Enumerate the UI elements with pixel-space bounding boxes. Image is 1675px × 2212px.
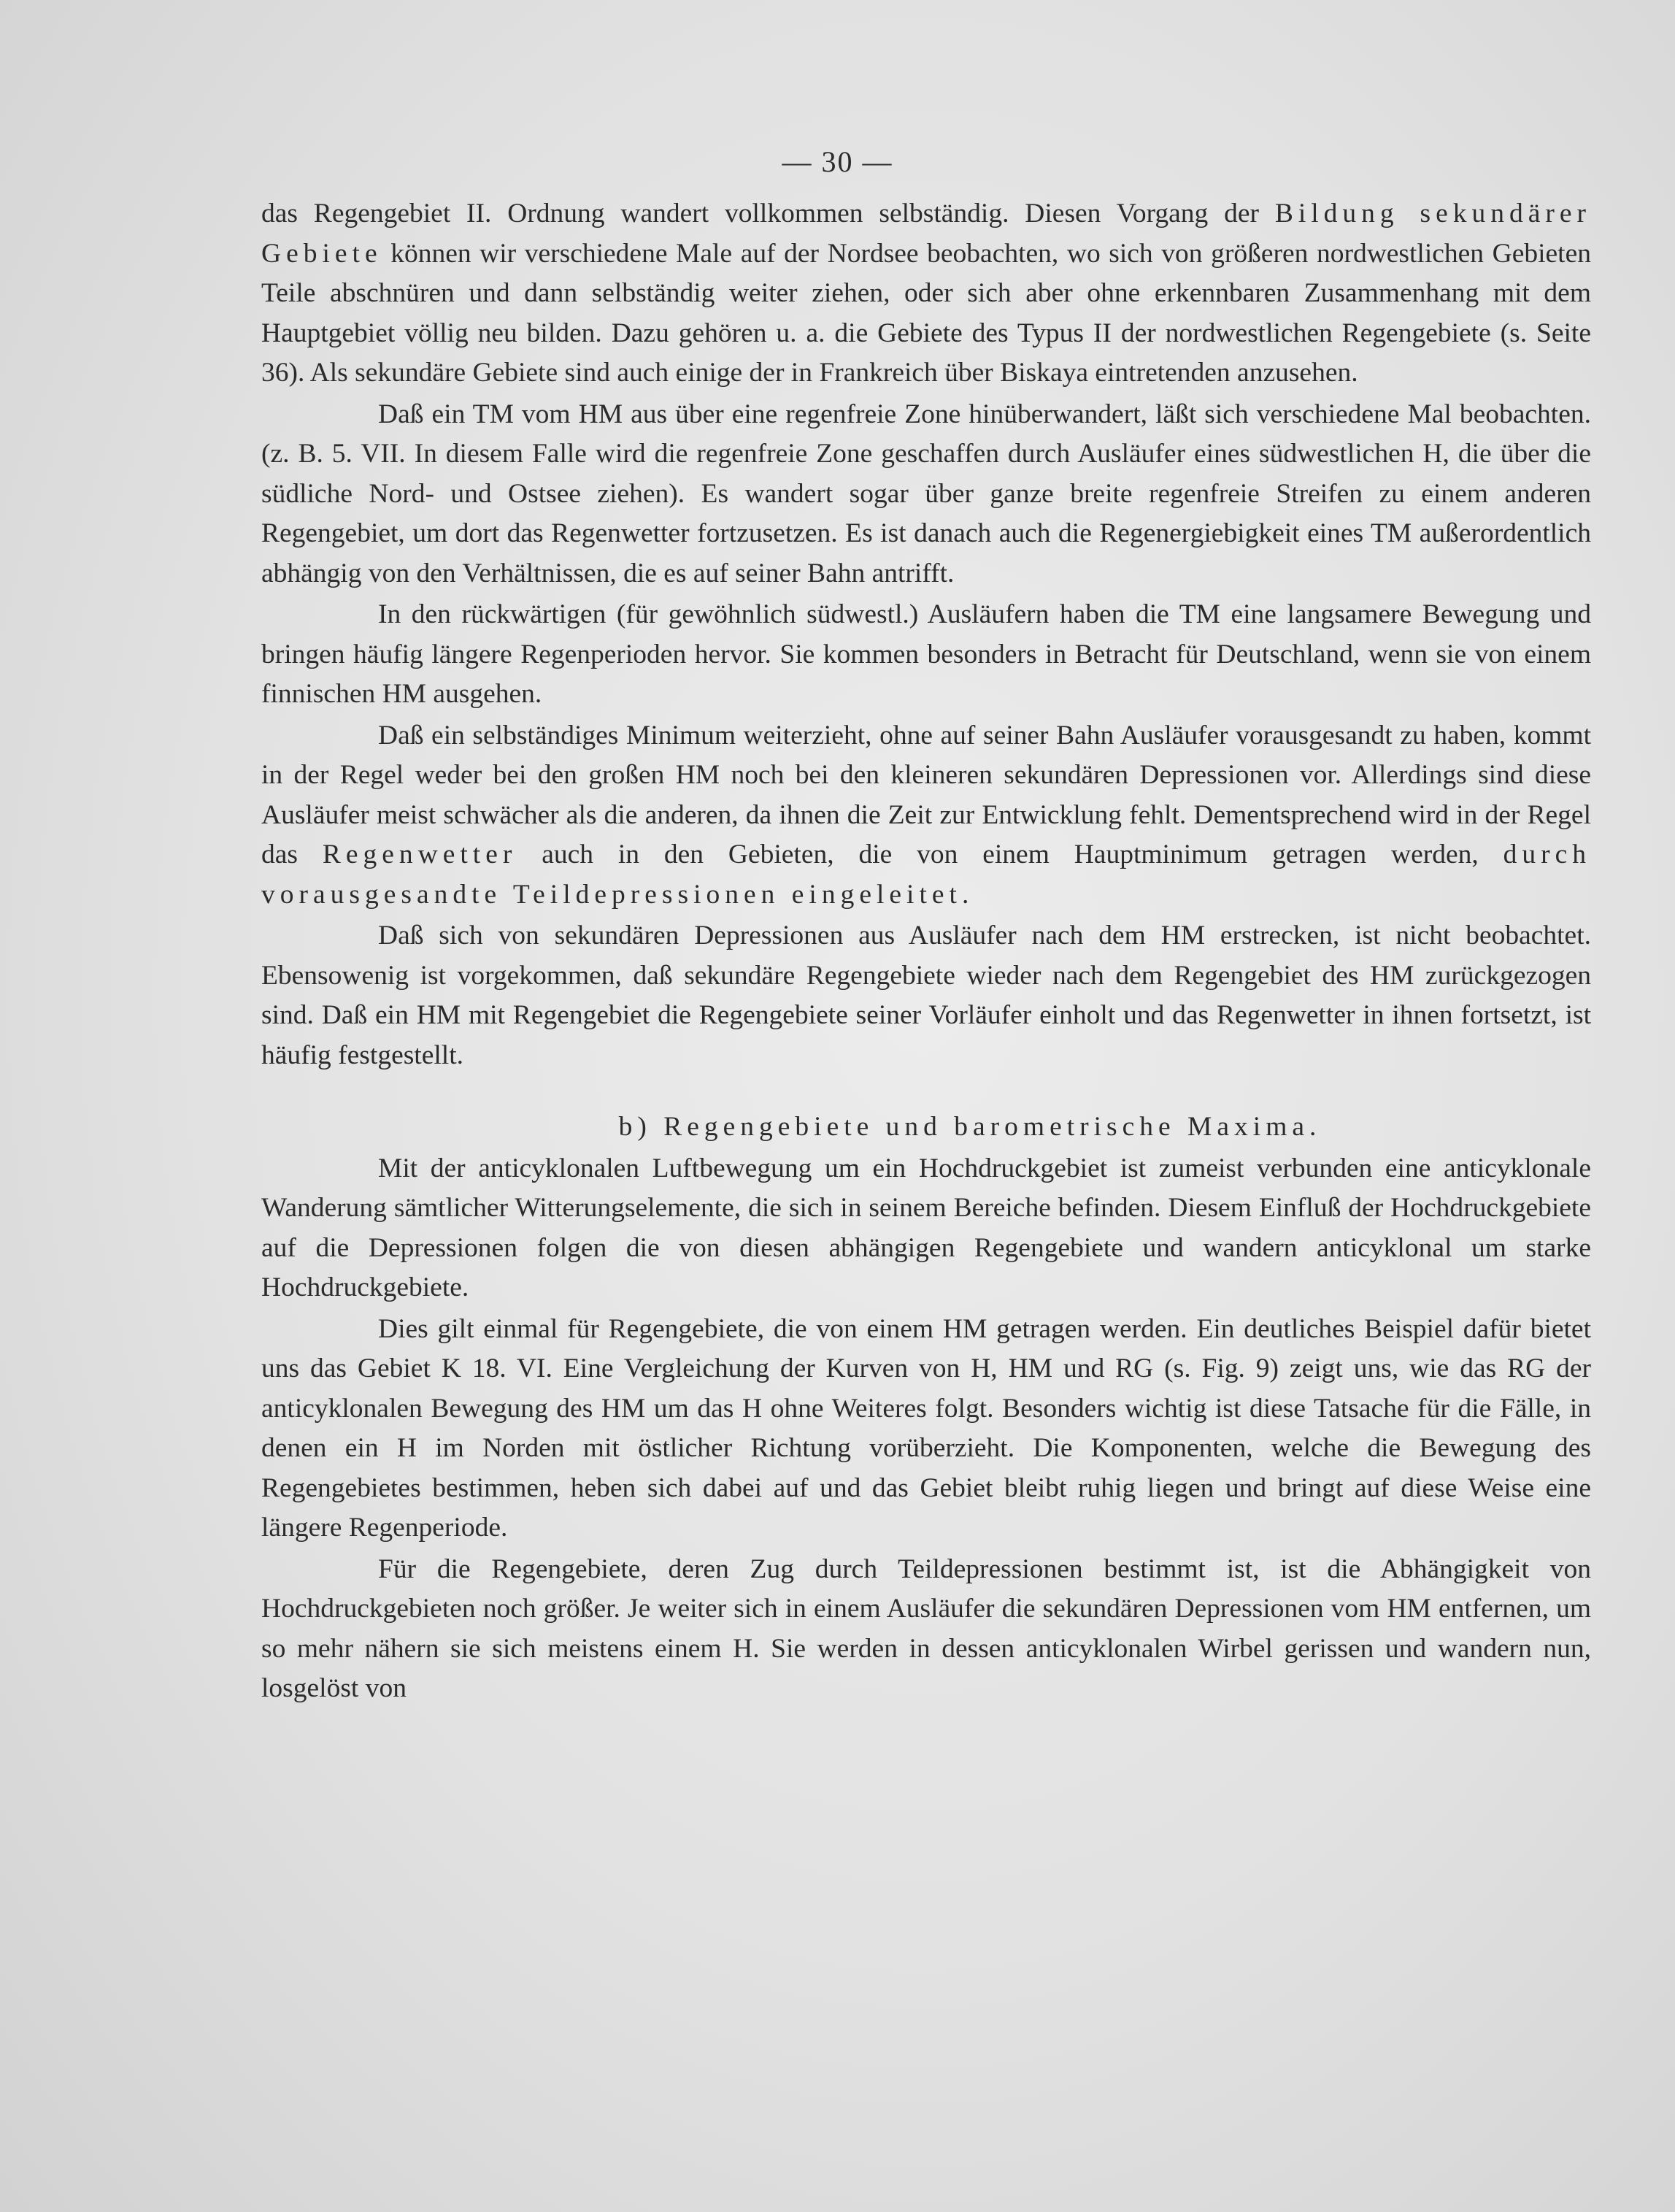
spaced-emphasis: Bildung sekundärer Gebiete <box>261 199 1592 269</box>
paragraph <box>261 716 1591 915</box>
text-run: können wir verschiedene Male auf der Nordsee beobachten, wo sich von größeren nordwestlichen Gebieten Teile abschnüren und dann selbständig weiter ziehen, oder sich aber ohne erkennbaren Zusammenhang mit dem Hauptgebiet völlig neu bilden. Dazu gehören u. a. die Gebiete des Typus II der nordwestlichen Regengebiete (s. Seite 36). Als sekundäre Gebiete sind auch einige der in Frankreich über Biskaya eintretenden anzusehen. <box>261 238 1591 388</box>
paragraph <box>261 916 1591 1075</box>
text-run: Mit der anticyklonalen Luftbewegung um ein Hochdruckgebiet ist zumeist verbunden eine anticyklonale Wanderung sämtlicher Witterungselemente, die sich in seinem Bereiche befinden. Diesem Einfluß der Hochdruckgebiete auf die Depressionen folgen die von diesen abhängigen Regengebiete und wandern anticyklonal um starke Hochdruckgebiete. <box>261 1153 1591 1302</box>
body-text <box>261 194 1591 1710</box>
section-heading: b) Regengebiete und barometrische Maxima. <box>618 1112 1322 1142</box>
text-run: Daß sich von sekundären Depressionen aus Ausläufer nach dem HM erstrecken, ist nicht beobachtet. Ebensowenig ist vorgekommen, daß sekundäre Regengebiete wieder nach dem Regengebiet des HM zurückgezogen sind. Daß ein HM mit Regengebiet die Regengebiete seiner Vorläufer einholt und das Regenwetter in ihnen fortsetzt, ist häufig festgestellt. <box>261 921 1591 1070</box>
paragraph <box>261 395 1591 594</box>
text-run: Daß ein TM vom HM aus über eine regenfreie Zone hinüberwandert, läßt sich verschiedene Mal beobachten. (z. B. 5. VII. In diesem Falle wird die regenfreie Zone geschaffen durch Ausläufer eines südwestlichen H, die über die südliche Nord- und Ostsee ziehen). Es wandert sogar über ganze breite regenfreie Streifen zu einem anderen Regengebiet, um dort das Regenwetter fortzusetzen. Es ist danach auch die Regenergiebigkeit eines TM außerordentlich abhängig von den Verhältnissen, die es auf seiner Bahn antrifft. <box>261 399 1591 588</box>
text-run: Dies gilt einmal für Regengebiete, die von einem HM getragen werden. Ein deutliches Beispiel dafür bietet uns das Gebiet K 18. VI. Eine Vergleichung der Kurven von H, HM und RG (s. Fig. 9) zeigt uns, wie das RG der anticyklonalen Bewegung des HM um das H ohne Weiteres folgt. Besonders wichtig ist diese Tatsache für die Fälle, in denen ein H im Norden mit östlicher Richtung vorüberzieht. Die Komponenten, welche die Bewegung des Regengebietes bestimmen, heben sich dabei auf und das Gebiet bleibt ruhig liegen und bringt auf diese Weise eine längere Regenperiode. <box>261 1313 1591 1543</box>
paragraph <box>261 1149 1591 1308</box>
text-run: In den rückwärtigen (für gewöhnlich südwestl.) Ausläufern haben die TM eine langsamere Bewegung und bringen häufig längere Regenperioden hervor. Sie kommen besonders in Betracht für Deutschland, wenn sie von einem finnischen HM ausgehen. <box>261 599 1591 709</box>
paragraph <box>261 1550 1591 1709</box>
text-run: Für die Regengebiete, deren Zug durch Teildepressionen bestimmt ist, ist die Abhängigkeit von Hochdruckgebieten noch größer. Je weiter sich in einem Ausläufer die sekundären Depressionen vom HM entfernen, um so mehr nähern sie sich meistens einem H. Sie werden in dessen anticyklonalen Wirbel gerissen und wandern nun, losgelöst von <box>261 1554 1591 1703</box>
paragraph <box>261 194 1591 393</box>
text-run: auch in den Gebieten, die von einem Hauptminimum getragen werden, <box>517 840 1503 869</box>
page-number: — 30 — <box>782 145 893 178</box>
text-run: das Regengebiet II. Ordnung wandert vollkommen selbständig. Diesen Vorgang der <box>261 199 1275 229</box>
paragraph <box>261 1310 1591 1548</box>
spaced-emphasis: Regenwetter <box>322 840 517 869</box>
spaced-emphasis: durch vorausgesandte Teildepressionen eingeleitet. <box>261 840 1592 910</box>
text-run: Daß ein selbständiges Minimum weiterzieht, ohne auf seiner Bahn Ausläufer vorausgesandt zu haben, kommt in der Regel weder bei den großen HM noch bei den kleineren sekundären Depressionen vor. Allerdings sind diese Ausläufer meist schwächer als die anderen, da ihnen die Zeit zur Entwicklung fehlt. Dementsprechend wird in der Regel das <box>261 720 1591 869</box>
section-gap <box>261 1077 1591 1093</box>
paragraph <box>261 595 1591 715</box>
